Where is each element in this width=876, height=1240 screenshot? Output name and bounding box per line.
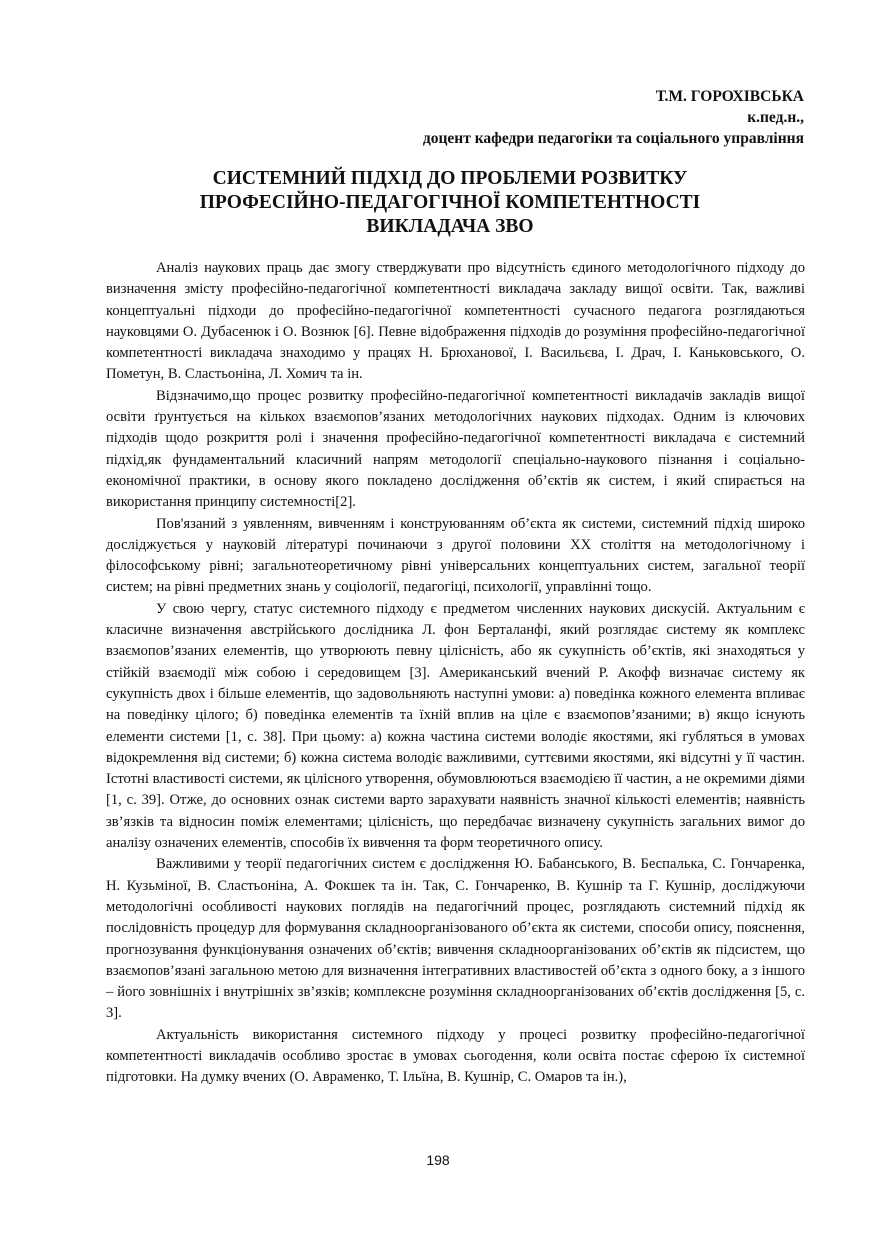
article-body (106, 258, 805, 1089)
paragraph: Пов'язаний з уявленням, вивченням і конструюванням об’єкта як системи, системний підхід широко досліджується у науковій літературі починаючи з другої половини ХХ століття на методологічному і філософському рівні; загальнотеоретичному рівні універсальних концептуальних систем, загальної теорії систем; на рівні предметних знань у соціології, педагогіці, психології, управлінні тощо. (106, 515, 805, 596)
author-block (423, 86, 804, 149)
author-degree: к.пед.н., (747, 109, 804, 126)
author-position: доцент кафедри педагогіки та соціального управління (422, 130, 804, 147)
paragraph: У свою чергу, статус системного підходу є предметом численних наукових дискусій. Актуальним є класичне визначення австрійського дослідника Л. фон Берталанфі, який розглядає систему як комплекс взаємопов’язаних елементів, що утворюють певну цілісність, або як сукупність об’єктів, які знаходяться у стійкій взаємодії між собою і середовищем [3]. Американський вчений Р. Акофф визначає систему як сукупність двох і більше елементів, що задовольняють наступні умови: а) поведінка кожного елемента впливає на поведінку цілого; б) поведінка елементів та їхній вплив на ціле є взаємопов’язаними; в) якщо існують елементи системи [1, с. 38]. При цьому: а) кожна частина системи володіє якостями, які губляться в умовах відокремлення від системи; б) кожна система володіє важливими, суттєвими якостями, які відсутні у її частин. Істотні властивості системи, як цілісного утворення, обумовлюються взаємодією її частин, а не окремими діями [1, с. 39]. Отже, до основних ознак системи варто зарахувати наявність значної кількості елементів; наявність зв’язків та відносин поміж елементами; цілісність, що передбачає визначену сукупність загальних вимог до аналізу означених елементів, способів їх вивчення та форм теоретичного опису. (106, 600, 805, 852)
author-name: Т.М. ГОРОХІВСЬКА (655, 88, 804, 105)
title-line: ВИКЛАДАЧА ЗВО (366, 216, 534, 237)
paragraph: Відзначимо,що процес розвитку професійно-педагогічної компетентності викладачів закладів вищої освіти ґрунтується на кількох взаємопов’язаних методологічних наукових підходах. Одним із ключових підходів щодо розкриття ролі і значення професійно-педагогічної компетентності викладача є системний підхід,як фундаментальний класичний напрям методології спеціально-наукового пізнання і соціально-економічної практики, в основу якого покладено дослідження об’єктів як систем, і який спирається на використання принципу системності[2]. (106, 387, 805, 511)
paragraph: Важливими у теорії педагогічних систем є дослідження Ю. Бабанського, В. Беспалька, С. Гончаренка, Н. Кузьміної, В. Сластьоніна, А. Фокшек та ін. Так, С. Гончаренко, В. Кушнір та Г. Кушнір, досліджуючи методологічні особливості наукових поглядів на педагогічний процес, розглядають системний підхід як послідовність процедур для формування складноорганізованого об’єкта як системи, способи опису, пояснення, прогнозування функціонування означених об’єктів; вивчення складноорганізованих об’єктів як підсистем, що взаємопов’язані загальною метою для визначення інтегративних властивостей об’єкта з одного боку, а з іншого – його зовнішніх і внутрішніх зв’язків; комплексне розуміння складноорганізованих об’єктів дослідження [5, с. 3]. (106, 856, 805, 1022)
article-title (100, 167, 800, 239)
title-line: ПРОФЕСІЙНО-ПЕДАГОГІЧНОЇ КОМПЕТЕНТНОСТІ (199, 192, 701, 213)
paragraph: Актуальність використання системного підходу у процесі розвитку професійно-педагогічної компетентності викладачів особливо зростає в умовах сьогодення, коли освіта постає сферою їх системної підготовки. На думку вчених (О. Авраменко, Т. Ільїна, В. Кушнір, С. Омаров та ін.), (106, 1026, 805, 1086)
page-number: 198 (426, 1152, 450, 1168)
title-line: СИСТЕМНИЙ ПІДХІД ДО ПРОБЛЕМИ РОЗВИТКУ (212, 168, 688, 189)
paragraph: Аналіз наукових праць дає змогу стверджувати про відсутність єдиного методологічного підходу до визначення змісту професійно-педагогічної компетентності викладача закладу вищої освіти. Так, важливі концептуальні підходи до професійно-педагогічної компетентності сучасного педагога розглядаються науковцями О. Дубасенюк і О. Вознюк [6]. Певне відображення підходів до розуміння професійно-педагогічної компетентності викладача знаходимо у працях Н. Брюханової, І. Васильєва, І. Драч, І. Каньковського, О. Пометун, В. Сластьоніна, Л. Хомич та ін. (106, 260, 805, 383)
